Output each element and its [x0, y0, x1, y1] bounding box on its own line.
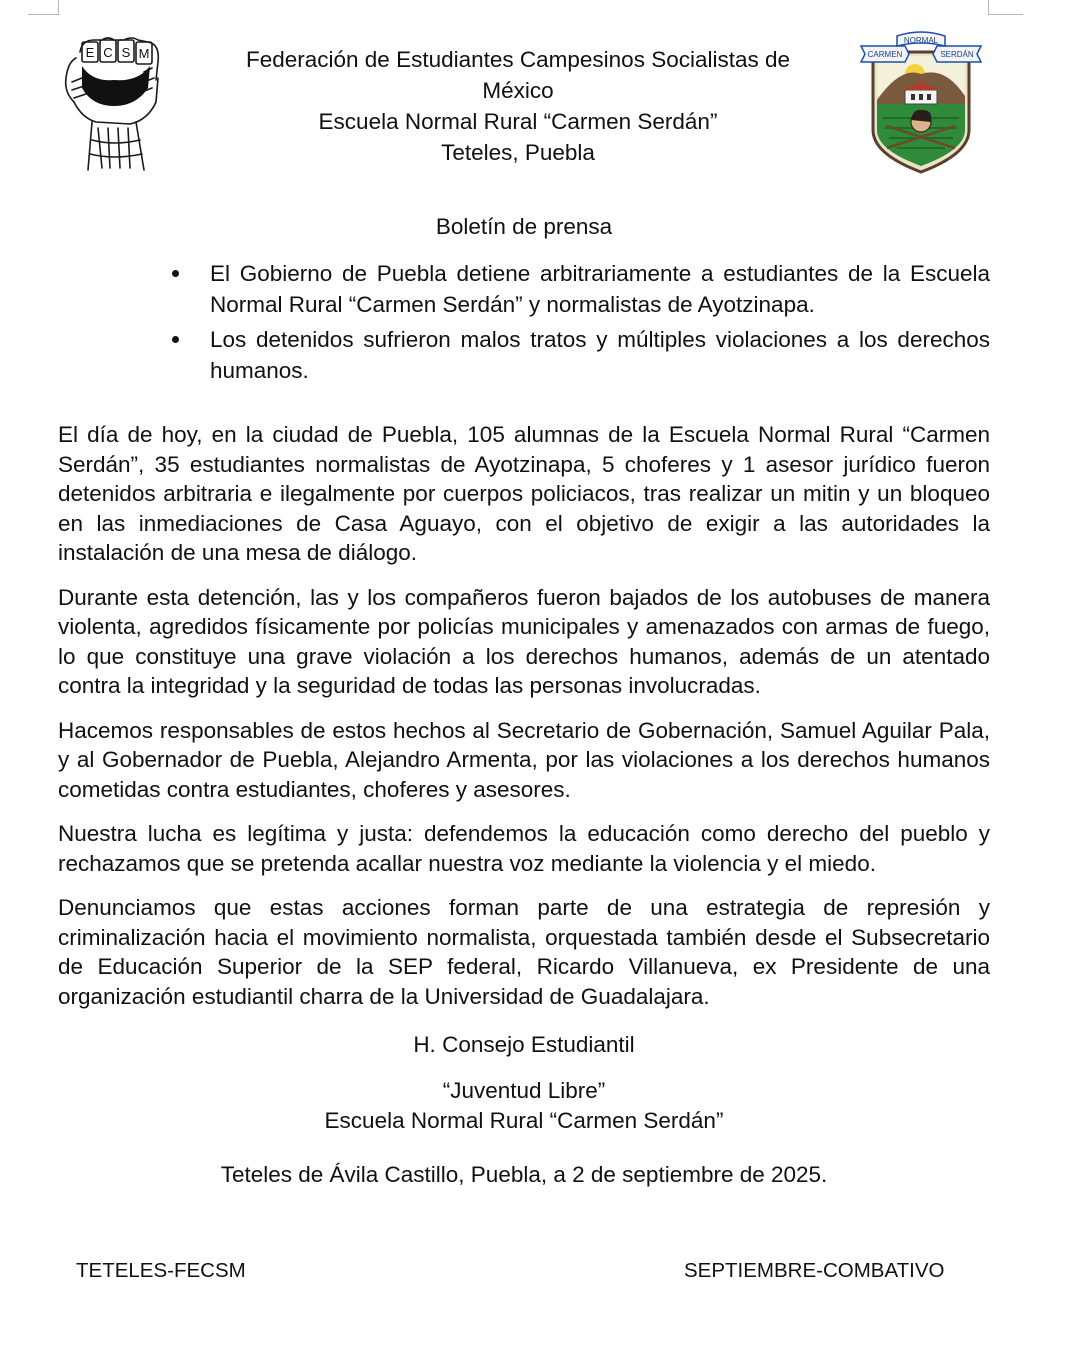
header-line-country: México: [482, 78, 554, 103]
document-header: [220, 44, 816, 168]
body-paragraph: Hacemos responsables de estos hechos al Secretario de Gobernación, Samuel Aguilar Pala, y al Gobernador de Puebla, Alejandro Armenta, por las violaciones a los derechos humanos cometidas contra estudiantes, choferes y asesores.: [58, 717, 990, 802]
summary-bullet: [170, 258, 990, 320]
body-paragraph: El día de hoy, en la ciudad de Puebla, 105 alumnas de la Escuela Normal Rural “Carmen Serdán”, 35 estudiantes normalistas de Ayotzinapa, 5 choferes y 1 asesor jurídico fueron detenidos arbitraria e ilegalmente por cuerpos policiacos, tras realizar un mitin y un bloqueo en las inmediaciones de Casa Aguayo, con el objetivo de exigir a las autoridades la instalación de una mesa de diálogo.: [58, 422, 990, 565]
crop-mark-right: [988, 0, 1023, 15]
body-paragraph: Nuestra lucha es legítima y justa: defendemos la educación como derecho del pueblo y rechazamos que se pretenda acallar nuestra voz mediante la violencia y el miedo.: [58, 821, 990, 876]
fist-letter-c: C: [103, 45, 113, 60]
bullet-dot-icon: [172, 270, 179, 277]
press-release-body: [58, 420, 990, 1026]
footer-left-tag: TETELES-FECSM: [76, 1259, 246, 1282]
signature-school: Escuela Normal Rural “Carmen Serdán”: [324, 1108, 724, 1133]
signature-place-date: Teteles de Ávila Castillo, Puebla, a 2 de septiembre de 2025.: [220, 1162, 828, 1187]
bulletin-title: Boletín de prensa: [435, 214, 613, 239]
body-paragraph: Durante esta detención, las y los compañeros fueron bajados de los autobuses de manera violenta, agredidos físicamente por policías municipales y amenazados con armas de fuego, lo que constituye una grave violación a los derechos humanos, además de un atentado contra la integridad y la seguridad de todas las personas involucradas.: [58, 584, 990, 698]
footer-right-tag: SEPTIEMBRE-COMBATIVO: [684, 1259, 945, 1282]
summary-bullet-text: Los detenidos sufrieron malos tratos y múltiples violaciones a los derechos humanos.: [210, 327, 990, 383]
fist-letter-s: S: [121, 45, 131, 60]
summary-bullet: [170, 324, 990, 386]
fist-letter-m: M: [138, 46, 150, 61]
shield-banner-right: SERDÁN: [940, 50, 974, 59]
school-shield-logo: [853, 30, 989, 176]
bullet-dot-icon: [172, 336, 179, 343]
shield-banner-top: NORMAL: [903, 36, 939, 45]
header-line-federation: Federación de Estudiantes Campesinos Socialistas de: [245, 47, 791, 72]
raised-fist-logo: [52, 22, 174, 174]
signature-motto: “Juventud Libre”: [442, 1078, 606, 1103]
header-line-school: Escuela Normal Rural “Carmen Serdán”: [318, 109, 718, 134]
body-paragraph: Denunciamos que estas acciones forman parte de una estrategia de represión y criminalización hacia el movimiento normalista, orquestada también desde el Subsecretario de Educación Superior de la SEP federal, Ricardo Villanueva, ex Presidente de una organización estudiantil charra de la Universidad de Guadalajara.: [58, 895, 990, 1009]
header-line-location: Teteles, Puebla: [441, 140, 595, 165]
summary-bullet-text: El Gobierno de Puebla detiene arbitrariamente a estudiantes de la Escuela Normal Rural “Carmen Serdán” y normalistas de Ayotzinapa.: [210, 261, 990, 317]
crop-mark-left: [28, 0, 59, 15]
signature-council: H. Consejo Estudiantil: [413, 1032, 635, 1057]
signature-block: [0, 1030, 1048, 1190]
fist-letter-e: E: [85, 45, 95, 60]
summary-bullet-list: [170, 258, 990, 390]
shield-banner-left: CARMEN: [867, 50, 903, 59]
